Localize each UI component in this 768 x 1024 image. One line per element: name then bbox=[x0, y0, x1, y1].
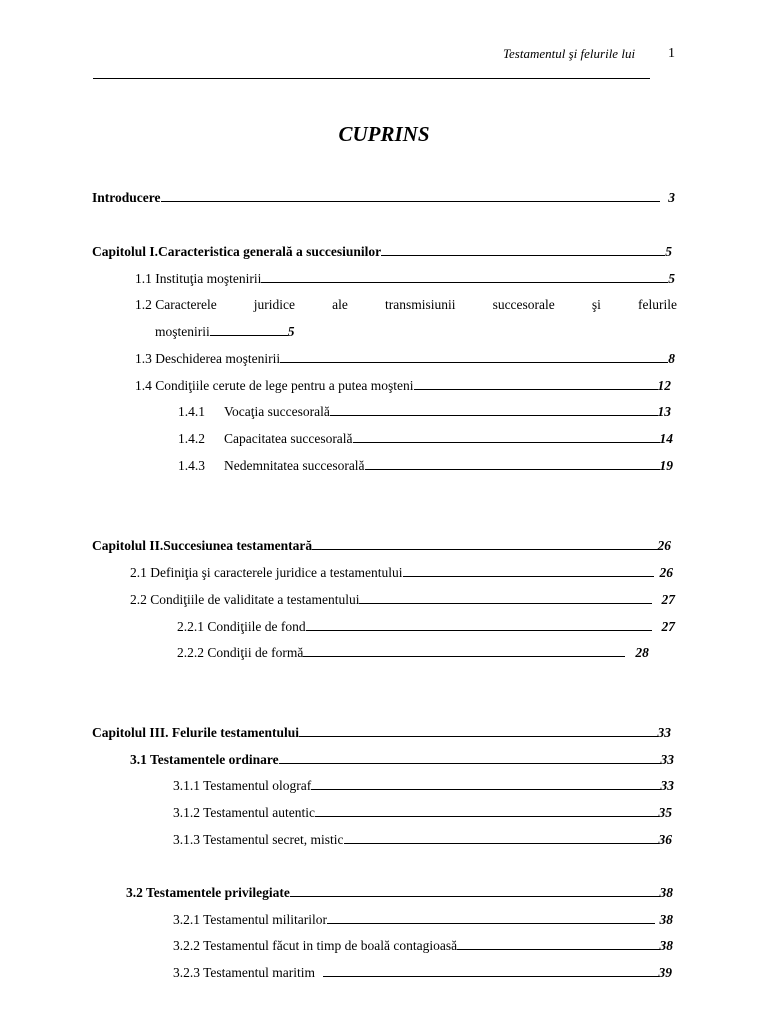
toc-page-number: 33 bbox=[660, 778, 674, 793]
toc-page-number: 38 bbox=[659, 912, 673, 927]
toc-page-number: 33 bbox=[657, 725, 671, 740]
leader-line bbox=[353, 442, 660, 443]
toc-page-number: 26 bbox=[657, 538, 671, 553]
toc-entry-label: 1.1 Instituţia moştenirii bbox=[135, 271, 262, 286]
toc-entry-label: 1.4 Condiţiile cerute de lege pentru a putea moşteni bbox=[135, 378, 414, 393]
leader-line bbox=[303, 656, 625, 657]
toc-entry-number: 1.4.3 bbox=[178, 458, 205, 473]
toc-entry-label: 2.2.2 Condiţii de formă bbox=[177, 645, 304, 660]
toc-entry-1-4-3[interactable] bbox=[178, 458, 673, 474]
toc-page-number: 5 bbox=[665, 244, 672, 259]
leader-line bbox=[359, 603, 651, 604]
leader-line bbox=[414, 389, 658, 390]
toc-entry-2-1[interactable] bbox=[130, 565, 673, 581]
toc-entry-label: Capitolul III. Felurile testamentului bbox=[92, 725, 300, 740]
toc-entry-3-1-1[interactable] bbox=[173, 778, 674, 794]
toc-entry-label: Nedemnitatea succesorală bbox=[224, 458, 365, 473]
toc-entry-chapter-3[interactable] bbox=[92, 725, 671, 741]
leader-line bbox=[290, 896, 660, 897]
document-title: CUPRINS bbox=[338, 122, 430, 146]
toc-page-number: 8 bbox=[668, 351, 675, 366]
leader-line bbox=[365, 469, 660, 470]
toc-entry-label: 3.2.1 Testamentul militarilor bbox=[173, 912, 328, 927]
toc-entry-chapter-2[interactable] bbox=[92, 538, 671, 554]
toc-page-number: 36 bbox=[658, 832, 672, 847]
toc-entry-label: moştenirii bbox=[155, 324, 210, 339]
toc-page-number: 3 bbox=[668, 190, 675, 205]
toc-page-number: 27 bbox=[661, 592, 675, 607]
leader-line bbox=[330, 415, 658, 416]
leader-line bbox=[279, 763, 661, 764]
toc-entry-label: 2.2 Condiţiile de validitate a testamentului bbox=[130, 592, 360, 607]
toc-entry-3-1[interactable] bbox=[130, 752, 674, 768]
toc-entry-1-4[interactable] bbox=[135, 378, 671, 394]
toc-word: 1.2 Caracterele bbox=[135, 297, 217, 312]
toc-word: juridice bbox=[253, 297, 296, 312]
toc-page-number: 26 bbox=[659, 565, 673, 580]
toc-entry-label: 1.3 Deschiderea moştenirii bbox=[135, 351, 281, 366]
header-rule bbox=[93, 78, 650, 79]
leader-line bbox=[327, 923, 654, 924]
toc-entry-1-1[interactable] bbox=[135, 271, 675, 287]
leader-line bbox=[312, 549, 657, 550]
toc-page-number: 14 bbox=[659, 431, 673, 446]
leader-line bbox=[280, 362, 668, 363]
toc-entry-3-1-3[interactable] bbox=[173, 832, 672, 848]
toc-entry-1-3[interactable] bbox=[135, 351, 675, 367]
toc-entry-2-2[interactable] bbox=[130, 592, 675, 608]
toc-page-number: 5 bbox=[287, 324, 295, 339]
leader-line bbox=[344, 843, 659, 844]
toc-entry-2-2-2[interactable] bbox=[177, 645, 699, 661]
toc-entry-3-2-3[interactable] bbox=[173, 965, 672, 981]
toc-entry-label: 3.2.2 Testamentul făcut in timp de boală contagioasă bbox=[173, 938, 458, 953]
toc-page-number: 27 bbox=[661, 619, 675, 634]
toc-entry-3-1-2[interactable] bbox=[173, 805, 672, 821]
leader-line bbox=[381, 255, 665, 256]
toc-page-number: 12 bbox=[657, 378, 671, 393]
toc-page-number: 38 bbox=[659, 885, 673, 900]
toc-entry-label: Capitolul I.Caracteristica generală a succesiunilor bbox=[92, 244, 382, 259]
toc-word: succesorale bbox=[492, 297, 555, 312]
toc-page-number: 39 bbox=[658, 965, 672, 980]
toc-entry-chapter-1[interactable] bbox=[92, 244, 672, 260]
leader-line bbox=[261, 282, 668, 283]
toc-entry-number: 1.4.2 bbox=[178, 431, 205, 446]
toc-entry-label: 3.2.3 Testamentul maritim bbox=[173, 965, 316, 980]
toc-word: transmisiunii bbox=[384, 297, 456, 312]
toc-entry-1-4-1[interactable] bbox=[178, 404, 671, 420]
toc-entry-1-4-2[interactable] bbox=[178, 431, 673, 447]
toc-entry-3-2-1[interactable] bbox=[173, 912, 673, 928]
toc-entry-2-2-1[interactable] bbox=[177, 619, 675, 635]
leader-line bbox=[403, 576, 654, 577]
toc-entry-label: 3.2 Testamentele privilegiate bbox=[126, 885, 290, 900]
toc-entry-label: 2.2.1 Condiţiile de fond bbox=[177, 619, 306, 634]
toc-entry-1-2-continued[interactable] bbox=[155, 324, 295, 340]
toc-entry-label: 3.1.2 Testamentul autentic bbox=[173, 805, 316, 820]
leader-line bbox=[311, 789, 660, 790]
toc-page-number: 33 bbox=[660, 752, 674, 767]
toc-entry-introducere[interactable] bbox=[92, 190, 675, 206]
leader-line bbox=[299, 736, 657, 737]
toc-entry-label: 2.1 Definiţia şi caracterele juridice a testamentului bbox=[130, 565, 403, 580]
toc-page-number: 19 bbox=[659, 458, 673, 473]
toc-page-number: 13 bbox=[657, 404, 671, 419]
leader-line bbox=[306, 630, 652, 631]
leader-line bbox=[161, 201, 661, 202]
toc-entry-3-2-2[interactable] bbox=[173, 938, 673, 954]
header-page-number: 1 bbox=[668, 46, 675, 61]
leader-line bbox=[457, 949, 659, 950]
toc-entry-label: 3.1.1 Testamentul olograf bbox=[173, 778, 312, 793]
toc-entry-label: Capacitatea succesorală bbox=[224, 431, 353, 446]
toc-entry-label: Vocaţia succesorală bbox=[224, 404, 330, 419]
toc-entry-label: Capitolul II.Succesiunea testamentară bbox=[92, 538, 313, 553]
toc-entry-label: 3.1 Testamentele ordinare bbox=[130, 752, 279, 767]
toc-entry-number: 1.4.1 bbox=[178, 404, 205, 419]
leader-line bbox=[210, 335, 288, 336]
toc-word: şi bbox=[591, 297, 601, 312]
toc-word: ale bbox=[332, 297, 348, 312]
toc-word: felurile bbox=[637, 297, 677, 312]
toc-page-number: 35 bbox=[658, 805, 672, 820]
toc-page-number: 5 bbox=[668, 271, 675, 286]
toc-page-number: 38 bbox=[659, 938, 673, 953]
toc-entry-label: Introducere bbox=[92, 190, 161, 205]
header-title: Testamentul şi felurile lui bbox=[503, 46, 636, 61]
toc-page-number: 28 bbox=[635, 645, 649, 660]
toc-entry-1-2[interactable] bbox=[135, 297, 677, 313]
leader-line bbox=[323, 976, 658, 977]
toc-entry-label: 3.1.3 Testamentul secret, mistic bbox=[173, 832, 344, 847]
toc-entry-3-2[interactable] bbox=[126, 885, 673, 901]
leader-line bbox=[315, 816, 658, 817]
